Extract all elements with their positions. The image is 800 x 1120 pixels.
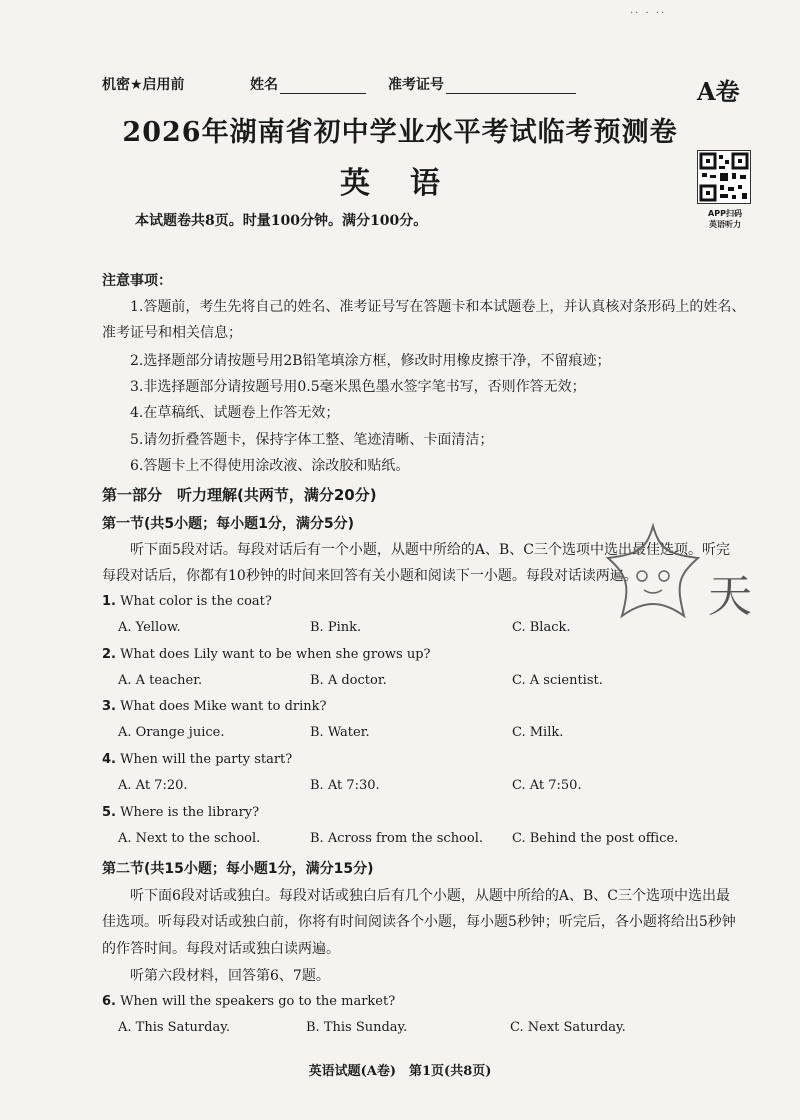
option-a[interactable]: A. At 7:20. <box>118 778 188 793</box>
option-c[interactable]: C. Milk. <box>512 725 564 740</box>
option-c[interactable]: C. Behind the post office. <box>512 831 679 846</box>
question-text: What does Mike want to drink? <box>120 699 327 714</box>
section-instruction: 的作答时间。每段对话或独白读两遍。 <box>102 941 340 957</box>
notice-item: 1.答题前，考生先将自己的姓名、准考证号写在答题卡和本试题卷上，并认真核对条形码上的姓名、 <box>130 299 746 315</box>
notice-item: 2.选择题部分请按题号用2B铅笔填涂方框，修改时用橡皮擦干净，不留痕迹； <box>130 353 611 369</box>
question-text: Where is the library? <box>120 805 260 820</box>
option-c[interactable]: C. Next Saturday. <box>510 1020 626 1035</box>
qr-code-icon[interactable] <box>697 150 751 204</box>
question-text: What does Lily want to be when she grows up? <box>120 647 431 662</box>
option-c[interactable]: C. A scientist. <box>512 673 603 688</box>
question <box>102 752 292 767</box>
option-b[interactable]: B. A doctor. <box>310 673 387 688</box>
material-instruction: 听第六段材料，回答第6、7题。 <box>130 968 330 984</box>
exam-title: 2026年湖南省初中学业水平考试临考预测卷 <box>122 117 678 148</box>
option-c[interactable]: C. Black. <box>512 620 571 635</box>
section-heading: 第一节(共5小题；每小题1分，满分5分) <box>102 516 355 532</box>
option-a[interactable]: A. This Saturday. <box>118 1020 230 1035</box>
qr-caption-line2: 英语听力 <box>709 220 741 229</box>
question-number: 2. <box>102 647 116 662</box>
section-instruction: 听下面5段对话。每段对话后有一个小题，从题中所给的A、B、C三个选项中选出最佳选项。听完 <box>130 542 731 558</box>
question <box>102 594 272 609</box>
part-heading: 第一部分 听力理解(共两节，满分20分) <box>102 486 377 504</box>
exam-number-label: 准考证号 <box>388 77 444 93</box>
notice-item: 准考证号和相关信息； <box>102 325 242 341</box>
exam-number-blank[interactable] <box>446 79 576 94</box>
option-a[interactable]: A. A teacher. <box>118 673 203 688</box>
option-b[interactable]: B. This Sunday. <box>306 1020 408 1035</box>
watermark-character: 天 <box>708 571 752 622</box>
notice-item: 4.在草稿纸、试题卷上作答无效； <box>130 405 340 421</box>
option-b[interactable]: B. Pink. <box>310 620 362 635</box>
option-b[interactable]: B. Water. <box>310 725 370 740</box>
question-text: What color is the coat? <box>120 594 272 609</box>
section-instruction: 佳选项。听每段对话或独白前，你将有时间阅读各个小题，每小题5秒钟；听完后，各小题将给出5秒钟 <box>102 914 736 930</box>
notice-item: 6.答题卡上不得使用涂改液、涂改胶和贴纸。 <box>130 458 410 474</box>
name-label: 姓名 <box>250 77 278 93</box>
option-b[interactable]: B. At 7:30. <box>310 778 380 793</box>
question-number: 6. <box>102 994 116 1009</box>
question <box>102 699 327 714</box>
question-number: 4. <box>102 752 116 767</box>
option-b[interactable]: B. Across from the school. <box>310 831 484 846</box>
option-a[interactable]: A. Next to the school. <box>118 831 261 846</box>
exam-number-field[interactable] <box>388 74 576 94</box>
paper-version: A卷 <box>697 77 740 106</box>
question <box>102 647 431 662</box>
exam-info: 本试题卷共8页。时量100分钟。满分100分。 <box>135 213 428 229</box>
scan-mark: ·· · ·· <box>630 8 667 19</box>
subject-title: 英语 <box>340 166 480 201</box>
option-a[interactable]: A. Yellow. <box>118 620 181 635</box>
notice-item: 5.请勿折叠答题卡，保持字体工整、笔迹清晰、卡面清洁； <box>130 432 494 448</box>
question <box>102 994 395 1009</box>
section-instruction: 每段对话后，你都有10秒钟的时间来回答有关小题和阅读下一小题。每段对话读两遍。 <box>102 568 638 584</box>
question-text: When will the speakers go to the market? <box>120 994 396 1009</box>
section-heading: 第二节(共15小题；每小题1分，满分15分) <box>102 861 374 877</box>
star-mascot-icon <box>598 520 708 630</box>
question-number: 1. <box>102 594 116 609</box>
name-blank[interactable] <box>280 79 366 94</box>
name-field[interactable] <box>250 74 366 94</box>
section-instruction: 听下面6段对话或独白。每段对话或独白后有几个小题，从题中所给的A、B、C三个选项中选出最 <box>130 888 731 904</box>
option-c[interactable]: C. At 7:50. <box>512 778 582 793</box>
question-number: 3. <box>102 699 116 714</box>
notice-heading: 注意事项： <box>102 273 172 289</box>
qr-caption-line1: APP扫码 <box>708 209 742 218</box>
page-footer: 英语试题(A卷) 第1页(共8页) <box>308 1064 492 1079</box>
notice-item: 3.非选择题部分请按题号用0.5毫米黑色墨水签字笔书写，否则作答无效； <box>130 379 586 395</box>
question-text: When will the party start? <box>120 752 293 767</box>
option-a[interactable]: A. Orange juice. <box>118 725 225 740</box>
question <box>102 805 259 820</box>
confidential-label: 机密★启用前 <box>102 77 185 93</box>
question-number: 5. <box>102 805 116 820</box>
